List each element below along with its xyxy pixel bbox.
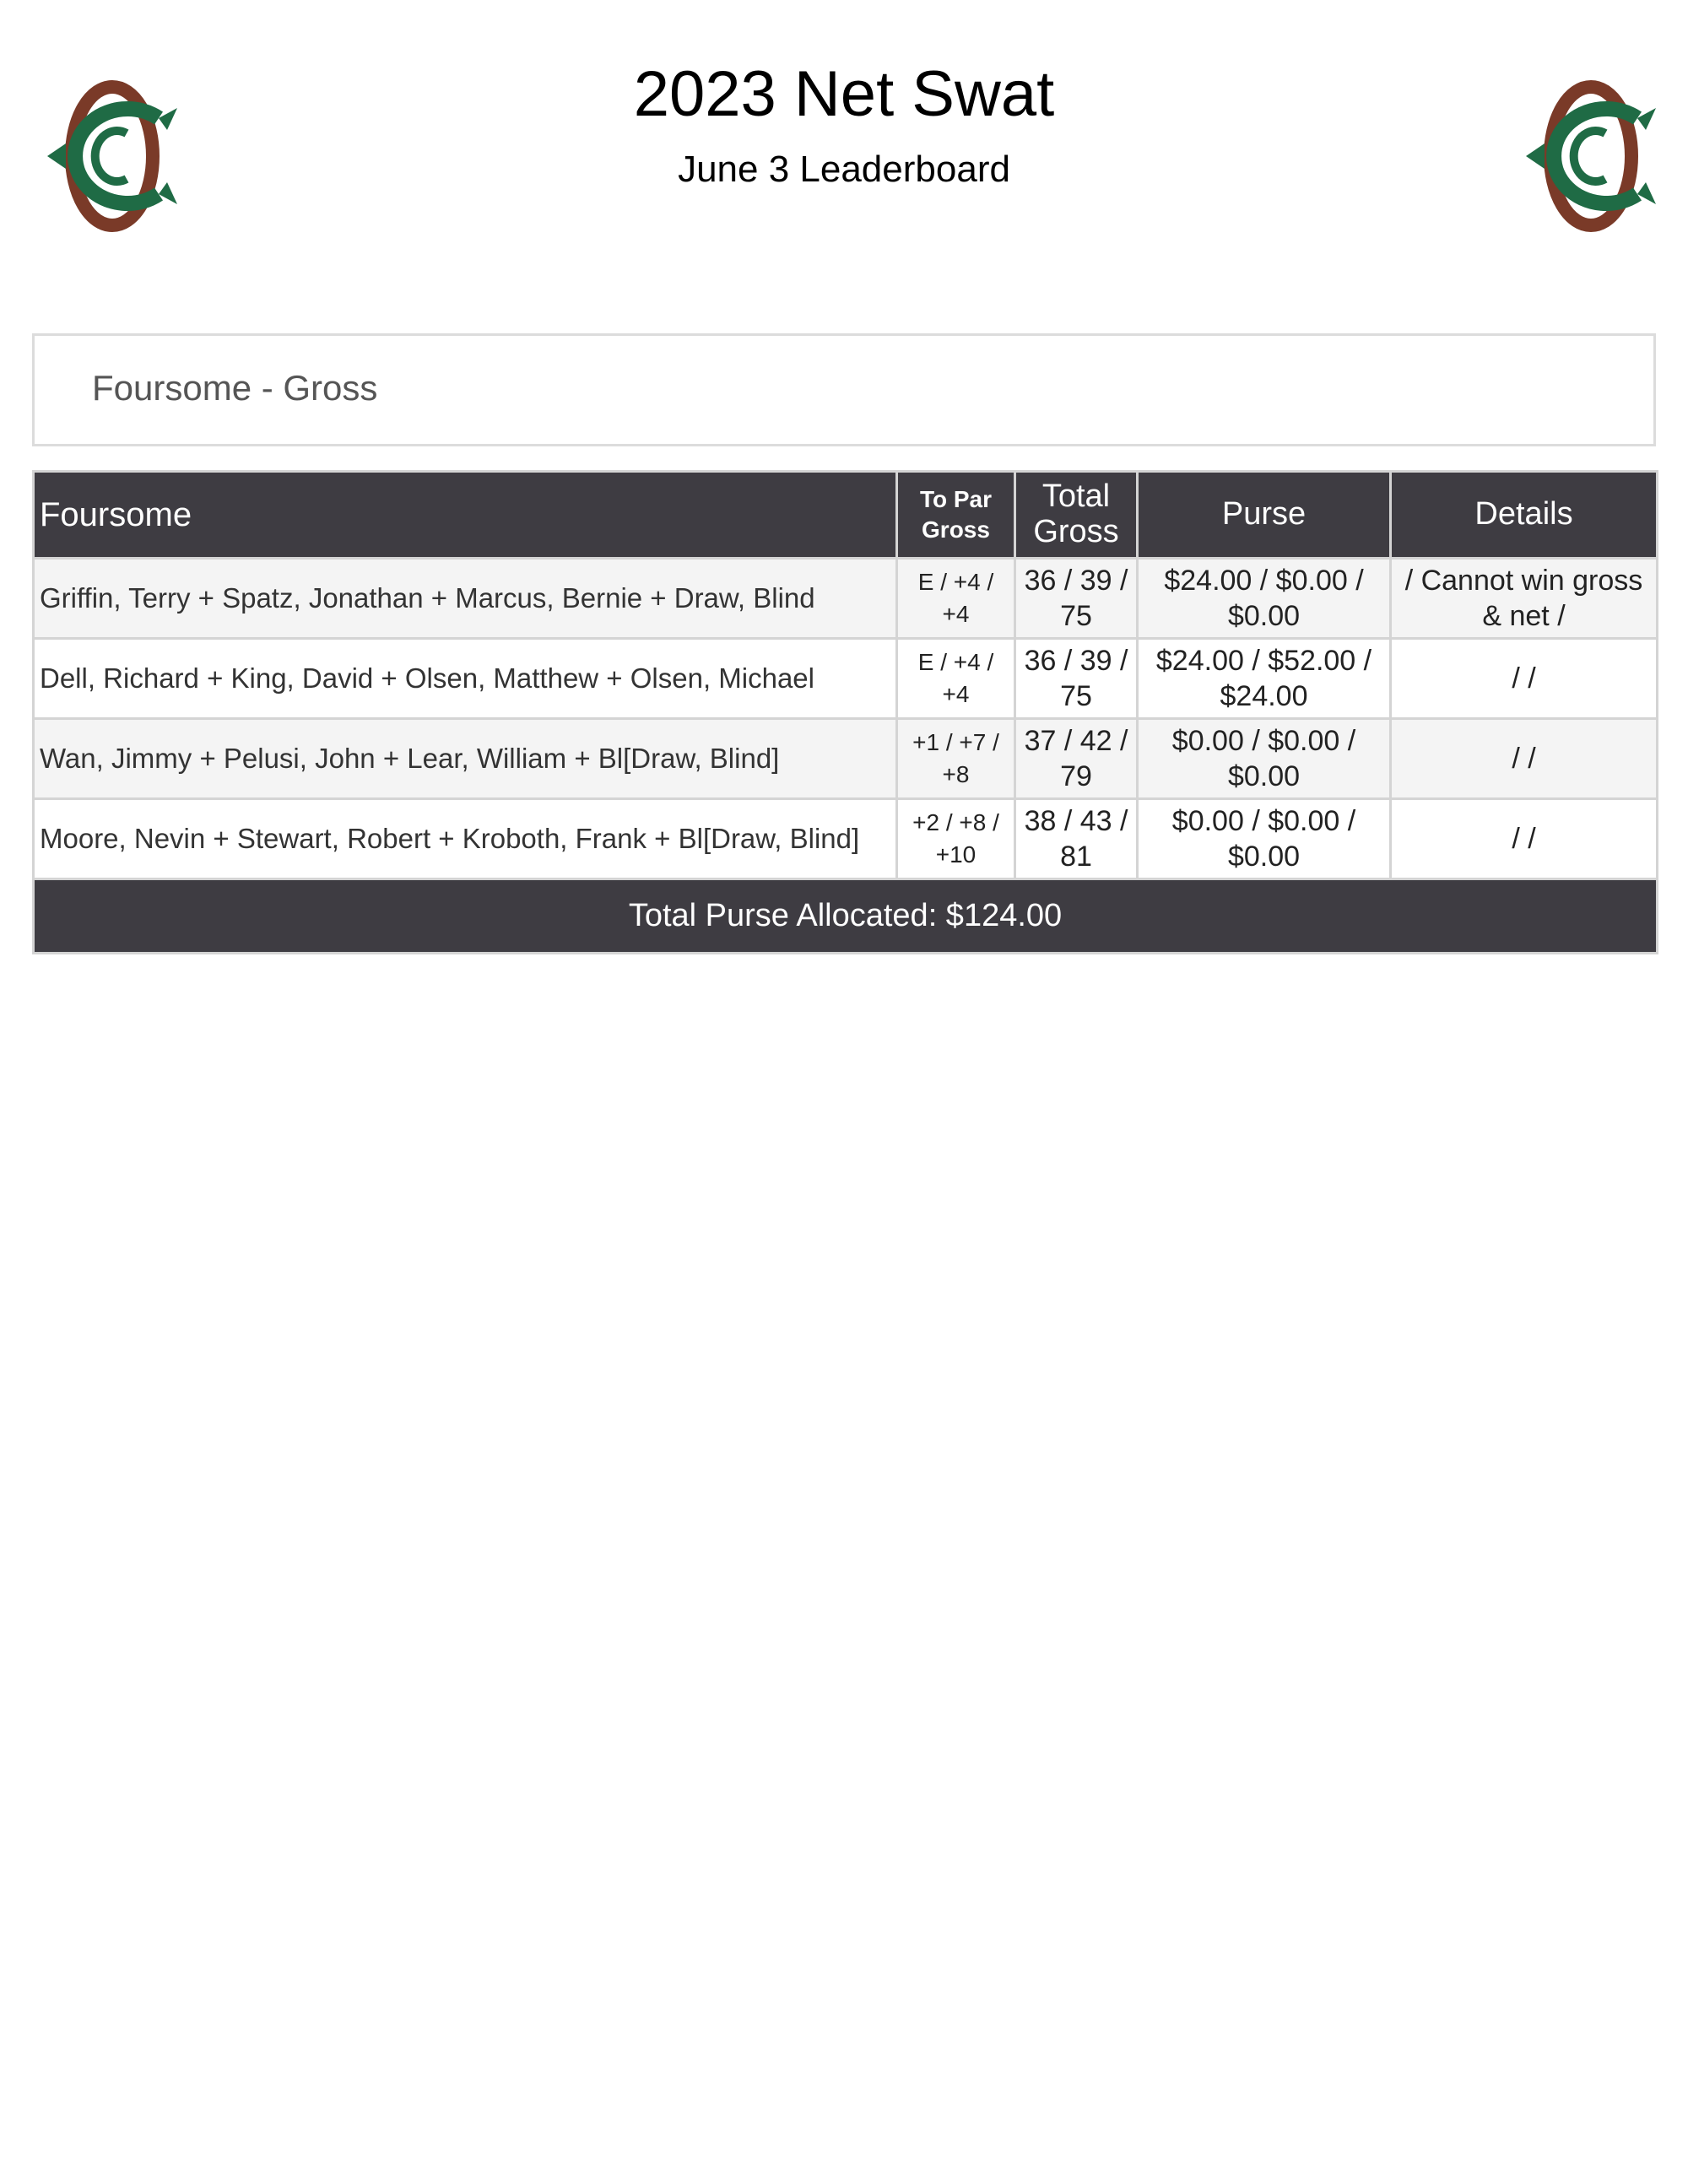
cell-line: 37 / 42 /	[1024, 724, 1128, 757]
foursome-cell: Wan, Jimmy + Pelusi, John + Lear, William + Bl[Draw, Blind]	[34, 719, 897, 799]
cell-line: +4	[942, 601, 970, 627]
cell-line: / /	[1512, 822, 1536, 855]
details-cell	[1391, 719, 1658, 799]
table-footer-row	[34, 879, 1658, 954]
table-row	[34, 559, 1658, 639]
purse-cell	[1138, 719, 1391, 799]
column-header-foursome: Foursome	[34, 472, 897, 559]
column-header-label: Gross	[922, 516, 990, 543]
column-header-label: To Par	[919, 485, 993, 512]
column-header-label: Total	[1041, 478, 1111, 515]
purse-cell	[1138, 799, 1391, 879]
cell-line: 75	[1060, 680, 1092, 712]
column-header-details: Details	[1391, 472, 1658, 559]
section-header	[32, 333, 1656, 446]
cell-line: 81	[1060, 841, 1092, 873]
column-header-total-gross	[1015, 472, 1138, 559]
cell-line: $0.00	[1227, 760, 1301, 792]
column-header-purse: Purse	[1138, 472, 1391, 559]
table-row	[34, 719, 1658, 799]
cell-line: 75	[1060, 600, 1092, 632]
to-par-cell	[897, 799, 1015, 879]
to-par-cell	[897, 559, 1015, 639]
foursome-cell: Moore, Nevin + Stewart, Robert + Kroboth, Frank + Bl[Draw, Blind]	[34, 799, 897, 879]
cell-line: $0.00 / $0.00 /	[1171, 724, 1356, 757]
cell-line: & net /	[1482, 600, 1566, 632]
total-gross-cell	[1015, 559, 1138, 639]
cell-line: $0.00	[1227, 841, 1301, 873]
cell-line: $24.00	[1220, 680, 1308, 712]
cell-line: $0.00	[1227, 600, 1301, 632]
section-title: Foursome - Gross	[92, 368, 378, 408]
cell-line: 38 / 43 /	[1024, 804, 1128, 837]
total-purse-allocated: Total Purse Allocated: $124.00	[34, 879, 1658, 954]
cell-line: $24.00 / $0.00 /	[1164, 564, 1364, 597]
cell-line: E / +4 /	[917, 569, 994, 596]
details-cell	[1391, 559, 1658, 639]
cell-line: +1 / +7 /	[912, 729, 999, 756]
cell-line: / /	[1512, 742, 1536, 775]
cell-line: +8	[942, 761, 970, 787]
cell-line: 79	[1060, 760, 1092, 792]
cell-line: E / +4 /	[917, 649, 994, 676]
cell-line: / /	[1512, 662, 1536, 695]
page-subtitle: June 3 Leaderboard	[678, 149, 1010, 190]
foursome-cell: Dell, Richard + King, David + Olsen, Matthew + Olsen, Michael	[34, 639, 897, 719]
cell-line: $24.00 / $52.00 /	[1155, 644, 1372, 677]
details-cell	[1391, 799, 1658, 879]
total-gross-cell	[1015, 639, 1138, 719]
foursome-cell: Griffin, Terry + Spatz, Jonathan + Marcus, Bernie + Draw, Blind	[34, 559, 897, 639]
to-par-cell	[897, 719, 1015, 799]
to-par-cell	[897, 639, 1015, 719]
total-gross-cell	[1015, 719, 1138, 799]
purse-cell	[1138, 559, 1391, 639]
details-cell	[1391, 639, 1658, 719]
table-header-row	[34, 472, 1658, 559]
cell-line: 36 / 39 /	[1024, 644, 1128, 677]
cell-line: +2 / +8 /	[912, 809, 999, 836]
cell-line: +4	[942, 681, 970, 707]
column-header-label: Gross	[1033, 514, 1119, 549]
cell-line: 36 / 39 /	[1024, 564, 1128, 597]
cell-line: +10	[935, 841, 977, 868]
cell-line: / Cannot win gross	[1404, 564, 1643, 597]
cell-line: $0.00 / $0.00 /	[1171, 804, 1356, 837]
total-gross-cell	[1015, 799, 1138, 879]
column-header-to-par-gross	[897, 472, 1015, 559]
table-row	[34, 799, 1658, 879]
purse-cell	[1138, 639, 1391, 719]
table-row	[34, 639, 1658, 719]
page-title: 2023 Net Swat	[633, 58, 1055, 130]
leaderboard-table	[32, 470, 1658, 954]
